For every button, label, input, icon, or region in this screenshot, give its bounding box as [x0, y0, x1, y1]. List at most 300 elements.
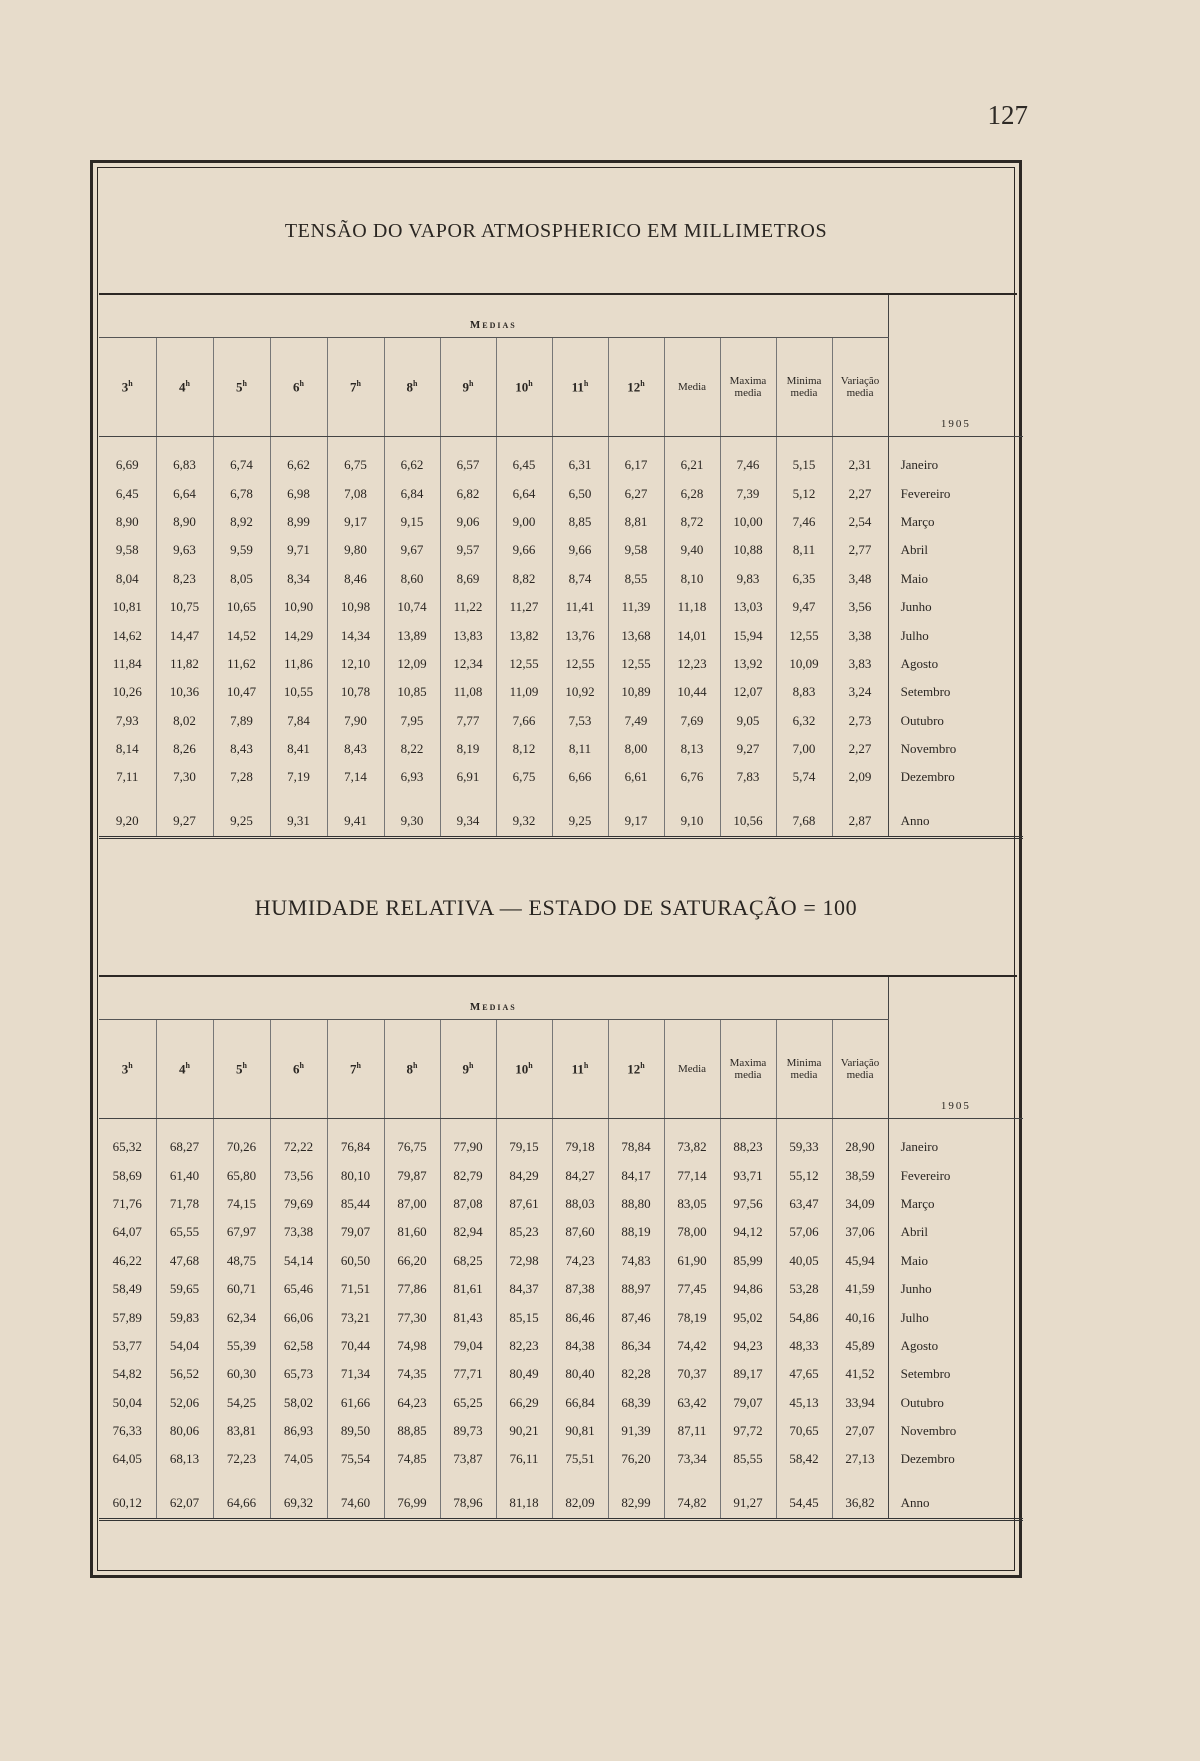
- table-cell: 6,17: [608, 451, 664, 479]
- medias-header: Medias: [99, 977, 888, 1020]
- table-cell: 11,41: [552, 593, 608, 621]
- month-label: Julho: [888, 1303, 1023, 1331]
- month-label: Novembro: [888, 1417, 1023, 1445]
- stat-header: Maxima media: [720, 1020, 776, 1119]
- table-cell: 80,40: [552, 1360, 608, 1388]
- table-cell: 9,58: [608, 536, 664, 564]
- table-cell: 2,09: [832, 763, 888, 791]
- table-cell: 3,56: [832, 593, 888, 621]
- table-cell: 90,21: [496, 1417, 552, 1445]
- month-label: Anno: [888, 1488, 1023, 1520]
- table1-title: TENSÃO DO VAPOR ATMOSPHERICO EM MILLIMETROS: [284, 220, 828, 242]
- table-cell: 9,80: [327, 536, 384, 564]
- table-cell: 64,66: [213, 1488, 270, 1520]
- table1-header-row: [99, 338, 1023, 437]
- table-cell: 41,52: [832, 1360, 888, 1388]
- table-cell: 9,67: [384, 536, 440, 564]
- table-cell: 48,33: [776, 1332, 832, 1360]
- table-cell: 75,51: [552, 1445, 608, 1473]
- table-cell: 9,59: [213, 536, 270, 564]
- table-cell: 57,06: [776, 1218, 832, 1246]
- table-cell: 64,23: [384, 1389, 440, 1417]
- table-cell: 6,45: [496, 451, 552, 479]
- table-cell: 6,45: [115, 485, 139, 501]
- table-cell: 8,11: [776, 536, 832, 564]
- table-cell: 7,14: [327, 763, 384, 791]
- table-cell: 48,75: [213, 1247, 270, 1275]
- table-cell: 6,91: [440, 763, 496, 791]
- table-cell: 55,12: [776, 1161, 832, 1189]
- table-row: [99, 678, 1023, 706]
- table-cell: 9,66: [496, 536, 552, 564]
- table-row: [99, 1417, 1023, 1445]
- table-cell: 65,32: [112, 1139, 142, 1155]
- table-cell: 12,55: [776, 621, 832, 649]
- table-cell: 9,00: [496, 508, 552, 536]
- table-cell: 6,64: [496, 479, 552, 507]
- table-cell: 87,00: [384, 1190, 440, 1218]
- table-cell: 11,82: [156, 650, 213, 678]
- hour-header: 12$^h$: [608, 1020, 664, 1119]
- table-cell: 9,06: [440, 508, 496, 536]
- table-row: [99, 735, 1023, 763]
- table-cell: 8,19: [440, 735, 496, 763]
- table-cell: 8,04: [115, 570, 139, 586]
- table-row: [99, 1161, 1023, 1189]
- table-cell: 84,27: [552, 1161, 608, 1189]
- table-cell: 46,22: [112, 1252, 142, 1268]
- table-cell: 6,27: [608, 479, 664, 507]
- table-cell: 13,03: [720, 593, 776, 621]
- table-cell: 9,32: [496, 806, 552, 838]
- table-row: [99, 565, 1023, 593]
- table-cell: 45,89: [832, 1332, 888, 1360]
- table-cell: 72,98: [496, 1247, 552, 1275]
- table-cell: 94,23: [720, 1332, 776, 1360]
- table-cell: 89,73: [440, 1417, 496, 1445]
- table-cell: 8,83: [776, 678, 832, 706]
- table-cell: 2,31: [832, 451, 888, 479]
- table-cell: 88,19: [608, 1218, 664, 1246]
- table-cell: 11,84: [112, 655, 142, 671]
- table-cell: 12,10: [327, 650, 384, 678]
- table-cell: 10,36: [156, 678, 213, 706]
- month-label: Dezembro: [888, 1445, 1023, 1473]
- table-cell: 74,23: [552, 1247, 608, 1275]
- table-cell: 12,09: [384, 650, 440, 678]
- month-label: Fevereiro: [888, 1161, 1023, 1189]
- table-cell: 76,99: [384, 1488, 440, 1520]
- table-cell: 73,56: [270, 1161, 327, 1189]
- table-cell: 88,85: [384, 1417, 440, 1445]
- table-cell: 95,02: [720, 1303, 776, 1331]
- table-cell: 85,99: [720, 1247, 776, 1275]
- table-cell: 47,65: [776, 1360, 832, 1388]
- table-cell: 8,72: [664, 508, 720, 536]
- table-cell: 81,43: [440, 1303, 496, 1331]
- table2-block: [99, 977, 1021, 1521]
- table-cell: 78,96: [440, 1488, 496, 1520]
- table-cell: 8,99: [270, 508, 327, 536]
- hour-header: 10$^h$: [496, 338, 552, 437]
- table-cell: 28,90: [832, 1133, 888, 1161]
- table-cell: 11,22: [440, 593, 496, 621]
- table-cell: 58,69: [112, 1167, 142, 1183]
- table-cell: 90,81: [552, 1417, 608, 1445]
- table-row: [99, 536, 1023, 564]
- month-label: Agosto: [888, 650, 1023, 678]
- table-cell: 36,82: [832, 1488, 888, 1520]
- table-row: [99, 1190, 1023, 1218]
- table-cell: 77,45: [664, 1275, 720, 1303]
- table-cell: 13,76: [552, 621, 608, 649]
- table-cell: 79,18: [552, 1133, 608, 1161]
- table-cell: 66,20: [384, 1247, 440, 1275]
- table-row: [99, 1488, 1023, 1520]
- table-cell: 83,81: [213, 1417, 270, 1445]
- table-cell: 50,04: [112, 1394, 142, 1410]
- table-row: [99, 806, 1023, 838]
- table-row: [99, 1133, 1023, 1161]
- table-cell: 91,27: [720, 1488, 776, 1520]
- table-cell: 82,79: [440, 1161, 496, 1189]
- table-cell: 76,84: [327, 1133, 384, 1161]
- table-cell: 6,61: [608, 763, 664, 791]
- table-cell: 11,86: [270, 650, 327, 678]
- table-cell: 7,39: [720, 479, 776, 507]
- table-cell: 59,65: [156, 1275, 213, 1303]
- stat-header: Maxima media: [720, 338, 776, 437]
- table-cell: 40,16: [832, 1303, 888, 1331]
- table-cell: 11,09: [496, 678, 552, 706]
- table-cell: 10,88: [720, 536, 776, 564]
- table-cell: 12,55: [552, 650, 608, 678]
- year-header: 1905: [888, 977, 1023, 1119]
- table-cell: 6,66: [552, 763, 608, 791]
- table-cell: 6,32: [776, 707, 832, 735]
- table-cell: 73,87: [440, 1445, 496, 1473]
- table-cell: 7,46: [720, 451, 776, 479]
- table-cell: 87,60: [552, 1218, 608, 1246]
- table-cell: 97,72: [720, 1417, 776, 1445]
- table-cell: 7,00: [776, 735, 832, 763]
- table-cell: 75,54: [327, 1445, 384, 1473]
- table-cell: 3,83: [832, 650, 888, 678]
- month-label: Setembro: [888, 678, 1023, 706]
- table-cell: 9,25: [213, 806, 270, 838]
- month-label: Setembro: [888, 1360, 1023, 1388]
- table-cell: 85,55: [720, 1445, 776, 1473]
- table-cell: 80,06: [156, 1417, 213, 1445]
- hour-header: 9$^h$: [440, 338, 496, 437]
- table-cell: 7,93: [115, 712, 139, 728]
- hour-header: 5$^h$: [213, 1020, 270, 1119]
- table-cell: 10,44: [664, 678, 720, 706]
- table-cell: 7,08: [327, 479, 384, 507]
- table-cell: 8,11: [552, 735, 608, 763]
- table-cell: 2,27: [832, 735, 888, 763]
- table-cell: 47,68: [156, 1247, 213, 1275]
- tables-frame: [90, 160, 1022, 1578]
- table-row: [99, 1445, 1023, 1473]
- table-cell: 87,61: [496, 1190, 552, 1218]
- hour-header: 10$^h$: [496, 1020, 552, 1119]
- table-cell: 9,30: [384, 806, 440, 838]
- hour-header: 9$^h$: [440, 1020, 496, 1119]
- table-cell: 14,01: [664, 621, 720, 649]
- table-cell: 65,55: [156, 1218, 213, 1246]
- table-cell: 88,03: [552, 1190, 608, 1218]
- table-cell: 27,07: [832, 1417, 888, 1445]
- table-cell: 60,30: [213, 1360, 270, 1388]
- table-cell: 53,77: [112, 1337, 142, 1353]
- table-cell: 13,82: [496, 621, 552, 649]
- table-cell: 54,14: [270, 1247, 327, 1275]
- table-cell: 8,22: [384, 735, 440, 763]
- table-cell: 8,74: [552, 565, 608, 593]
- table-cell: 79,69: [270, 1190, 327, 1218]
- month-label: Junho: [888, 1275, 1023, 1303]
- table-cell: 10,81: [112, 599, 142, 615]
- month-label: Anno: [888, 806, 1023, 838]
- page-number: 127: [987, 100, 1028, 130]
- table-cell: 84,29: [496, 1161, 552, 1189]
- table-row: [99, 479, 1023, 507]
- table-cell: 8,34: [270, 565, 327, 593]
- table-cell: 54,82: [112, 1366, 142, 1382]
- table-cell: 7,28: [213, 763, 270, 791]
- hour-header: 11$^h$: [552, 1020, 608, 1119]
- stat-header: Media: [664, 338, 720, 437]
- table-cell: 86,93: [270, 1417, 327, 1445]
- table-cell: 7,66: [496, 707, 552, 735]
- table-cell: 65,80: [213, 1161, 270, 1189]
- table-cell: 6,74: [213, 451, 270, 479]
- table-cell: 5,15: [776, 451, 832, 479]
- table-cell: 11,27: [496, 593, 552, 621]
- table-cell: 87,46: [608, 1303, 664, 1331]
- table-cell: 88,80: [608, 1190, 664, 1218]
- table-cell: 87,11: [664, 1417, 720, 1445]
- table-cell: 6,84: [384, 479, 440, 507]
- table-cell: 38,59: [832, 1161, 888, 1189]
- table-cell: 7,89: [213, 707, 270, 735]
- table-cell: 66,06: [270, 1303, 327, 1331]
- month-label: Junho: [888, 593, 1023, 621]
- table-cell: 7,90: [327, 707, 384, 735]
- table-cell: 6,83: [156, 451, 213, 479]
- table-cell: 8,10: [664, 565, 720, 593]
- table-cell: 10,92: [552, 678, 608, 706]
- table-cell: 40,05: [776, 1247, 832, 1275]
- table-cell: 7,53: [552, 707, 608, 735]
- table-cell: 74,60: [327, 1488, 384, 1520]
- table-cell: 65,73: [270, 1360, 327, 1388]
- table-cell: 58,02: [270, 1389, 327, 1417]
- table-cell: 76,11: [496, 1445, 552, 1473]
- table-cell: 54,04: [156, 1332, 213, 1360]
- table-cell: 79,07: [720, 1389, 776, 1417]
- table-cell: 6,28: [664, 479, 720, 507]
- table-cell: 89,17: [720, 1360, 776, 1388]
- table-cell: 76,33: [112, 1423, 142, 1439]
- table-cell: 6,82: [440, 479, 496, 507]
- table-cell: 57,89: [112, 1309, 142, 1325]
- table-row: [99, 451, 1023, 479]
- table-cell: 6,31: [552, 451, 608, 479]
- table-cell: 62,58: [270, 1332, 327, 1360]
- table-cell: 72,22: [270, 1133, 327, 1161]
- table-cell: 8,55: [608, 565, 664, 593]
- table-cell: 71,51: [327, 1275, 384, 1303]
- table-row: [99, 1360, 1023, 1388]
- hour-header: 8$^h$: [384, 1020, 440, 1119]
- table-cell: 7,83: [720, 763, 776, 791]
- table-cell: 86,46: [552, 1303, 608, 1331]
- hour-header: 6$^h$: [270, 1020, 327, 1119]
- table-cell: 85,23: [496, 1218, 552, 1246]
- table-cell: 74,82: [664, 1488, 720, 1520]
- table1-block: [99, 295, 1021, 839]
- table-cell: 10,78: [327, 678, 384, 706]
- table-cell: 82,94: [440, 1218, 496, 1246]
- table-cell: 78,84: [608, 1133, 664, 1161]
- month-label: Julho: [888, 621, 1023, 649]
- table-cell: 12,55: [608, 650, 664, 678]
- table-cell: 9,31: [270, 806, 327, 838]
- table-cell: 77,30: [384, 1303, 440, 1331]
- month-label: Novembro: [888, 735, 1023, 763]
- table-cell: 8,43: [327, 735, 384, 763]
- table-cell: 55,39: [213, 1332, 270, 1360]
- table-cell: 54,45: [776, 1488, 832, 1520]
- table-cell: 72,23: [213, 1445, 270, 1473]
- table-cell: 6,78: [213, 479, 270, 507]
- table-cell: 10,47: [213, 678, 270, 706]
- table-cell: 6,93: [384, 763, 440, 791]
- table-cell: 66,84: [552, 1389, 608, 1417]
- table-cell: 60,50: [327, 1247, 384, 1275]
- table-cell: 9,27: [156, 806, 213, 838]
- table-cell: 6,98: [270, 479, 327, 507]
- table-cell: 74,83: [608, 1247, 664, 1275]
- table-cell: 8,23: [156, 565, 213, 593]
- table-cell: 64,05: [112, 1451, 142, 1467]
- table-cell: 8,92: [213, 508, 270, 536]
- table-cell: 8,69: [440, 565, 496, 593]
- table-cell: 13,89: [384, 621, 440, 649]
- table-cell: 9,15: [384, 508, 440, 536]
- table-cell: 87,38: [552, 1275, 608, 1303]
- table-cell: 9,05: [720, 707, 776, 735]
- table-cell: 10,74: [384, 593, 440, 621]
- table-cell: 82,23: [496, 1332, 552, 1360]
- table-cell: 85,44: [327, 1190, 384, 1218]
- table-cell: 60,12: [99, 1488, 156, 1520]
- table-cell: 77,71: [440, 1360, 496, 1388]
- table-cell: 37,06: [832, 1218, 888, 1246]
- table-cell: 52,06: [156, 1389, 213, 1417]
- table-cell: 10,85: [384, 678, 440, 706]
- table-cell: 73,82: [664, 1133, 720, 1161]
- table-cell: 68,27: [156, 1133, 213, 1161]
- table-cell: 81,61: [440, 1275, 496, 1303]
- table-cell: 86,34: [608, 1332, 664, 1360]
- table-cell: 63,42: [664, 1389, 720, 1417]
- table-cell: 7,77: [440, 707, 496, 735]
- month-label: Outubro: [888, 1389, 1023, 1417]
- table-cell: 14,34: [327, 621, 384, 649]
- medias-header: Medias: [99, 295, 888, 338]
- table-cell: 61,66: [327, 1389, 384, 1417]
- table-cell: 77,90: [440, 1133, 496, 1161]
- table-cell: 10,55: [270, 678, 327, 706]
- table-cell: 12,34: [440, 650, 496, 678]
- table2-header-row: [99, 1020, 1023, 1119]
- table-cell: 94,86: [720, 1275, 776, 1303]
- hour-header: 4$^h$: [156, 1020, 213, 1119]
- table-cell: 67,97: [213, 1218, 270, 1246]
- table-cell: 8,12: [496, 735, 552, 763]
- table-row: [99, 1218, 1023, 1246]
- table-cell: 8,82: [496, 565, 552, 593]
- table-cell: 65,25: [440, 1389, 496, 1417]
- table-cell: 74,85: [384, 1445, 440, 1473]
- table-cell: 7,69: [664, 707, 720, 735]
- month-label: Março: [888, 1190, 1023, 1218]
- table-cell: 2,77: [832, 536, 888, 564]
- table-cell: 81,60: [384, 1218, 440, 1246]
- table-row: [99, 593, 1023, 621]
- table-cell: 9,83: [720, 565, 776, 593]
- table-cell: 6,69: [115, 457, 139, 473]
- table-cell: 79,15: [496, 1133, 552, 1161]
- table-cell: 5,12: [776, 479, 832, 507]
- table-cell: 9,20: [99, 806, 156, 838]
- table-cell: 73,34: [664, 1445, 720, 1473]
- year-header: 1905: [888, 295, 1023, 437]
- table-cell: 12,23: [664, 650, 720, 678]
- table-cell: 84,17: [608, 1161, 664, 1189]
- table-cell: 8,05: [213, 565, 270, 593]
- table-cell: 9,10: [664, 806, 720, 838]
- stat-header: Variação media: [832, 338, 888, 437]
- month-label: Maio: [888, 565, 1023, 593]
- table-cell: 79,87: [384, 1161, 440, 1189]
- table-row: [99, 1275, 1023, 1303]
- table-cell: 58,42: [776, 1445, 832, 1473]
- table-cell: 6,75: [327, 451, 384, 479]
- table-cell: 11,18: [664, 593, 720, 621]
- hour-header: 4$^h$: [156, 338, 213, 437]
- table-cell: 3,48: [832, 565, 888, 593]
- hour-header: 5$^h$: [213, 338, 270, 437]
- table-row: [99, 1332, 1023, 1360]
- table-cell: 61,40: [156, 1161, 213, 1189]
- table-cell: 74,98: [384, 1332, 440, 1360]
- hour-header: 7$^h$: [327, 338, 384, 437]
- hour-header: 11$^h$: [552, 338, 608, 437]
- table-row: [99, 763, 1023, 791]
- table-cell: 2,27: [832, 479, 888, 507]
- table-cell: 70,65: [776, 1417, 832, 1445]
- table-cell: 80,10: [327, 1161, 384, 1189]
- table-cell: 3,24: [832, 678, 888, 706]
- table-cell: 69,32: [270, 1488, 327, 1520]
- table-cell: 2,87: [832, 806, 888, 838]
- table-cell: 64,07: [112, 1224, 142, 1240]
- table-cell: 45,13: [776, 1389, 832, 1417]
